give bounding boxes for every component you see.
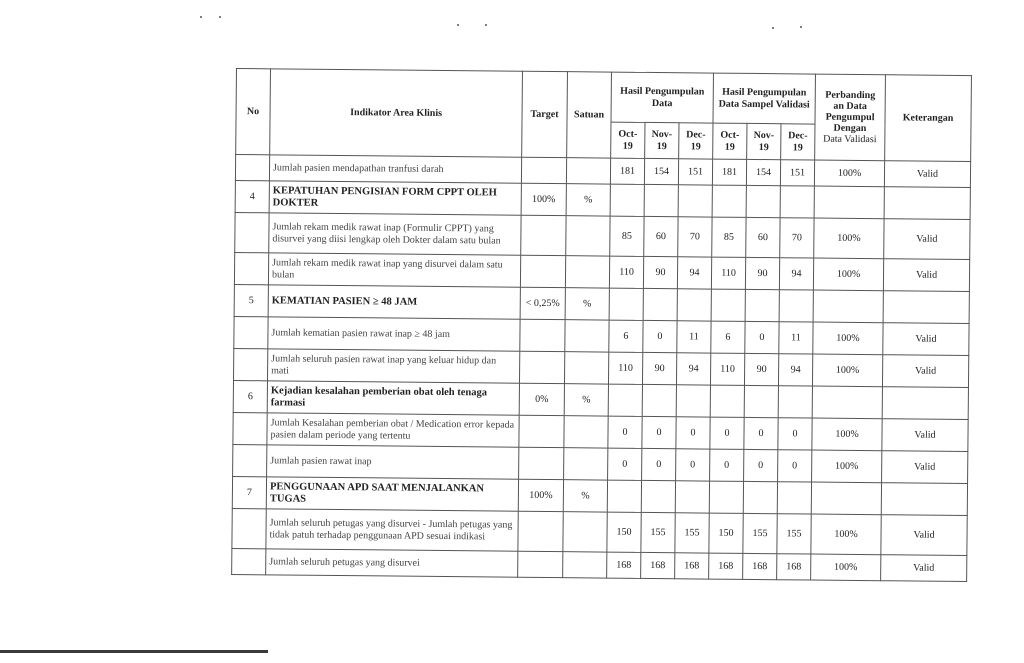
row-value-v3	[779, 290, 813, 322]
table-row	[232, 508, 967, 555]
row-satuan	[564, 416, 608, 448]
row-value-v2: 154	[746, 159, 780, 185]
row-value-v3	[777, 482, 811, 514]
row-satuan	[563, 512, 607, 552]
row-value-h1	[607, 480, 641, 512]
row-keterangan: Valid	[882, 451, 968, 484]
row-perbandingan	[811, 482, 881, 515]
row-value-v3: 0	[778, 450, 812, 482]
scan-speck	[485, 24, 487, 26]
row-perbandingan: 100%	[813, 322, 883, 355]
row-value-h1	[608, 384, 642, 416]
row-satuan	[563, 552, 607, 578]
row-target	[518, 511, 563, 551]
row-value-v3: 94	[778, 354, 812, 386]
row-keterangan	[884, 187, 970, 220]
header-month: Dec-19	[679, 123, 713, 159]
header-month: Oct-19	[713, 123, 747, 159]
row-satuan	[565, 256, 609, 288]
row-perbandingan: 100%	[812, 418, 882, 451]
row-keterangan	[882, 387, 968, 420]
row-satuan	[566, 158, 610, 184]
row-value-h3: 155	[675, 513, 709, 553]
scan-speck	[200, 16, 202, 18]
row-value-v1: 168	[709, 553, 743, 579]
row-indikator: Jumlah seluruh petugas yang disurvei	[266, 549, 518, 577]
row-value-v1: 0	[710, 449, 744, 481]
row-value-v2: 90	[745, 257, 779, 289]
row-value-h3	[677, 289, 711, 321]
row-value-h1	[610, 184, 644, 216]
row-indikator: Jumlah rekam medik rawat inap (Formulir CPPT) yang disurvei yang diisi lengkap oleh Dokter dalam satu bulan	[269, 213, 521, 255]
header-perbandingan	[815, 74, 886, 161]
row-keterangan	[883, 291, 969, 324]
row-value-h1: 0	[608, 416, 642, 448]
row-keterangan: Valid	[884, 161, 970, 188]
row-value-v2: 0	[744, 449, 778, 481]
row-value-h3	[676, 385, 710, 417]
scan-edge-line	[0, 650, 268, 653]
row-value-v3: 168	[777, 554, 811, 580]
row-perbandingan: 100%	[813, 258, 883, 291]
row-value-h1: 150	[607, 512, 641, 552]
row-keterangan: Valid	[883, 259, 969, 292]
row-value-v3	[778, 386, 812, 418]
row-value-h2: 0	[642, 448, 676, 480]
scan-speck	[457, 24, 459, 26]
row-value-v1: 0	[710, 417, 744, 449]
row-value-h2	[642, 384, 676, 416]
row-value-v2: 90	[744, 353, 778, 385]
row-keterangan: Valid	[881, 555, 967, 582]
header-month: Nov-19	[747, 123, 781, 159]
header-hasil-pengumpulan: Hasil Pengumpulan Data	[611, 72, 713, 123]
row-value-v2	[743, 481, 777, 513]
row-no	[233, 412, 267, 444]
row-value-h2: 90	[642, 352, 676, 384]
row-value-v3	[780, 186, 814, 218]
row-value-v2	[744, 385, 778, 417]
row-perbandingan: 100%	[811, 554, 881, 581]
scan-speck	[219, 16, 221, 18]
row-value-v1: 110	[710, 353, 744, 385]
row-value-v1: 110	[711, 257, 745, 289]
header-perbandingan-main: Perbanding an Data Pengumpul Dengan	[825, 89, 876, 135]
row-value-h3: 0	[676, 417, 710, 449]
row-target	[519, 351, 564, 383]
row-value-h3: 168	[675, 553, 709, 579]
row-value-h2: 154	[644, 158, 678, 184]
row-value-h1: 6	[609, 320, 643, 352]
row-keterangan: Valid	[882, 419, 968, 452]
row-target	[521, 215, 566, 255]
row-no: 5	[234, 284, 268, 316]
row-value-v1: 85	[712, 217, 746, 257]
row-value-h3: 0	[676, 449, 710, 481]
row-value-h2	[643, 288, 677, 320]
row-perbandingan	[813, 290, 883, 323]
row-satuan: %	[563, 480, 607, 512]
row-value-v3: 70	[780, 218, 814, 258]
row-value-v2: 168	[743, 553, 777, 579]
row-target: < 0,25%	[520, 287, 565, 319]
header-hasil-validasi: Hasil Pengumpulan Data Sampel Validasi	[713, 73, 815, 124]
clinical-indicator-table	[231, 68, 972, 582]
row-no: 4	[235, 180, 269, 212]
row-value-h1: 110	[608, 352, 642, 384]
row-indikator: Jumlah Kesalahan pemberian obat / Medication error kepada pasien dalam periode yang tertentu	[267, 413, 519, 447]
row-value-h2	[641, 480, 675, 512]
row-no	[235, 155, 269, 181]
row-indikator: PENGGUNAAN APD SAAT MENJALANKAN TUGAS	[266, 477, 518, 511]
row-value-h1: 181	[610, 158, 644, 184]
row-no	[232, 548, 266, 574]
row-value-h1: 110	[609, 256, 643, 288]
row-keterangan: Valid	[884, 219, 970, 260]
row-value-h1: 168	[607, 552, 641, 578]
row-satuan	[564, 352, 608, 384]
row-value-h2: 0	[643, 320, 677, 352]
table-row	[235, 212, 970, 259]
row-satuan: %	[566, 184, 610, 216]
row-value-h2: 155	[641, 512, 675, 552]
row-indikator: Jumlah seluruh petugas yang disurvei - Jumlah petugas yang tidak patuh terhadap penggunaan APD sesuai indikasi	[266, 509, 518, 551]
row-value-v2	[745, 289, 779, 321]
row-target	[520, 255, 565, 287]
row-value-v3: 94	[779, 258, 813, 290]
row-value-h1	[609, 288, 643, 320]
header-month: Dec-19	[781, 124, 815, 160]
row-perbandingan: 100%	[812, 354, 882, 387]
row-keterangan: Valid	[882, 355, 968, 388]
row-value-h3: 151	[678, 159, 712, 185]
row-value-v1: 181	[712, 159, 746, 185]
header-perbandingan-sub: Data Validasi	[823, 133, 877, 146]
row-value-v2: 155	[743, 513, 777, 553]
row-target	[518, 551, 563, 577]
row-target: 100%	[521, 183, 566, 215]
row-value-v1	[710, 385, 744, 417]
row-value-h3: 94	[677, 257, 711, 289]
row-no	[234, 348, 268, 380]
row-no	[232, 508, 266, 548]
row-target	[521, 157, 566, 183]
row-value-h3	[678, 185, 712, 217]
row-perbandingan	[814, 186, 884, 219]
row-value-v1	[711, 289, 745, 321]
header-keterangan: Keterangan	[885, 75, 972, 162]
row-value-h1: 85	[610, 216, 644, 256]
row-satuan: %	[564, 384, 608, 416]
row-no	[235, 212, 269, 252]
row-value-v2	[746, 185, 780, 217]
row-value-v1	[712, 185, 746, 217]
row-indikator: Kejadian kesalahan pemberian obat oleh tenaga farmasi	[267, 381, 519, 415]
row-value-h3	[675, 481, 709, 513]
row-value-v2: 0	[745, 321, 779, 353]
row-keterangan: Valid	[881, 515, 967, 556]
row-value-h2: 0	[642, 416, 676, 448]
row-value-h3: 70	[678, 217, 712, 257]
row-value-v3: 155	[777, 514, 811, 554]
row-target: 0%	[519, 383, 564, 415]
row-indikator: Jumlah kematian pasien rawat inap ≥ 48 jam	[268, 317, 520, 351]
row-value-v1: 150	[709, 513, 743, 553]
row-value-v1	[709, 481, 743, 513]
row-value-v3: 11	[779, 322, 813, 354]
row-value-h3: 11	[677, 321, 711, 353]
header-no: No	[236, 69, 271, 155]
row-satuan: %	[565, 288, 609, 320]
row-value-v2: 60	[746, 217, 780, 257]
row-no	[233, 444, 267, 476]
row-keterangan	[881, 483, 967, 516]
scan-speck	[800, 26, 802, 28]
row-perbandingan: 100%	[814, 218, 884, 259]
row-target	[519, 415, 564, 447]
row-satuan	[565, 320, 609, 352]
row-no	[234, 252, 268, 284]
row-target: 100%	[518, 479, 563, 511]
row-value-h2: 168	[641, 552, 675, 578]
row-target	[519, 447, 564, 479]
row-indikator: Jumlah seluruh pasien rawat inap yang keluar hidup dan mati	[267, 349, 519, 383]
header-month: Oct-19	[611, 122, 645, 158]
header-target: Target	[522, 71, 568, 157]
row-perbandingan: 100%	[812, 450, 882, 483]
row-value-v2: 0	[744, 417, 778, 449]
row-value-v3: 151	[780, 160, 814, 186]
row-value-h3: 94	[676, 353, 710, 385]
row-indikator: Jumlah pasien rawat inap	[267, 445, 519, 479]
row-perbandingan: 100%	[811, 514, 881, 555]
row-indikator: Jumlah rekam medik rawat inap yang disurvei dalam satu bulan	[268, 253, 520, 287]
row-value-h2: 90	[643, 256, 677, 288]
row-no	[234, 316, 268, 348]
row-value-h2: 60	[644, 216, 678, 256]
scan-speck	[772, 27, 774, 29]
row-no: 6	[233, 380, 267, 412]
header-month: Nov-19	[645, 122, 679, 158]
row-value-h2	[644, 184, 678, 216]
row-keterangan: Valid	[883, 323, 969, 356]
row-satuan	[564, 448, 608, 480]
row-indikator: Jumlah pasien mendapathan tranfusi darah	[269, 155, 521, 183]
row-indikator: KEPATUHAN PENGISIAN FORM CPPT OLEH DOKTER	[269, 181, 521, 215]
row-perbandingan: 100%	[814, 160, 884, 187]
row-value-h1: 0	[608, 448, 642, 480]
table-body	[232, 155, 971, 582]
row-no: 7	[232, 476, 266, 508]
row-satuan	[566, 216, 610, 256]
row-indikator: KEMATIAN PASIEN ≥ 48 JAM	[268, 285, 520, 319]
row-value-v3: 0	[778, 418, 812, 450]
row-perbandingan	[812, 386, 882, 419]
header-indikator: Indikator Area Klinis	[270, 69, 523, 157]
row-value-v1: 6	[711, 321, 745, 353]
row-target	[520, 319, 565, 351]
header-satuan: Satuan	[567, 72, 612, 158]
